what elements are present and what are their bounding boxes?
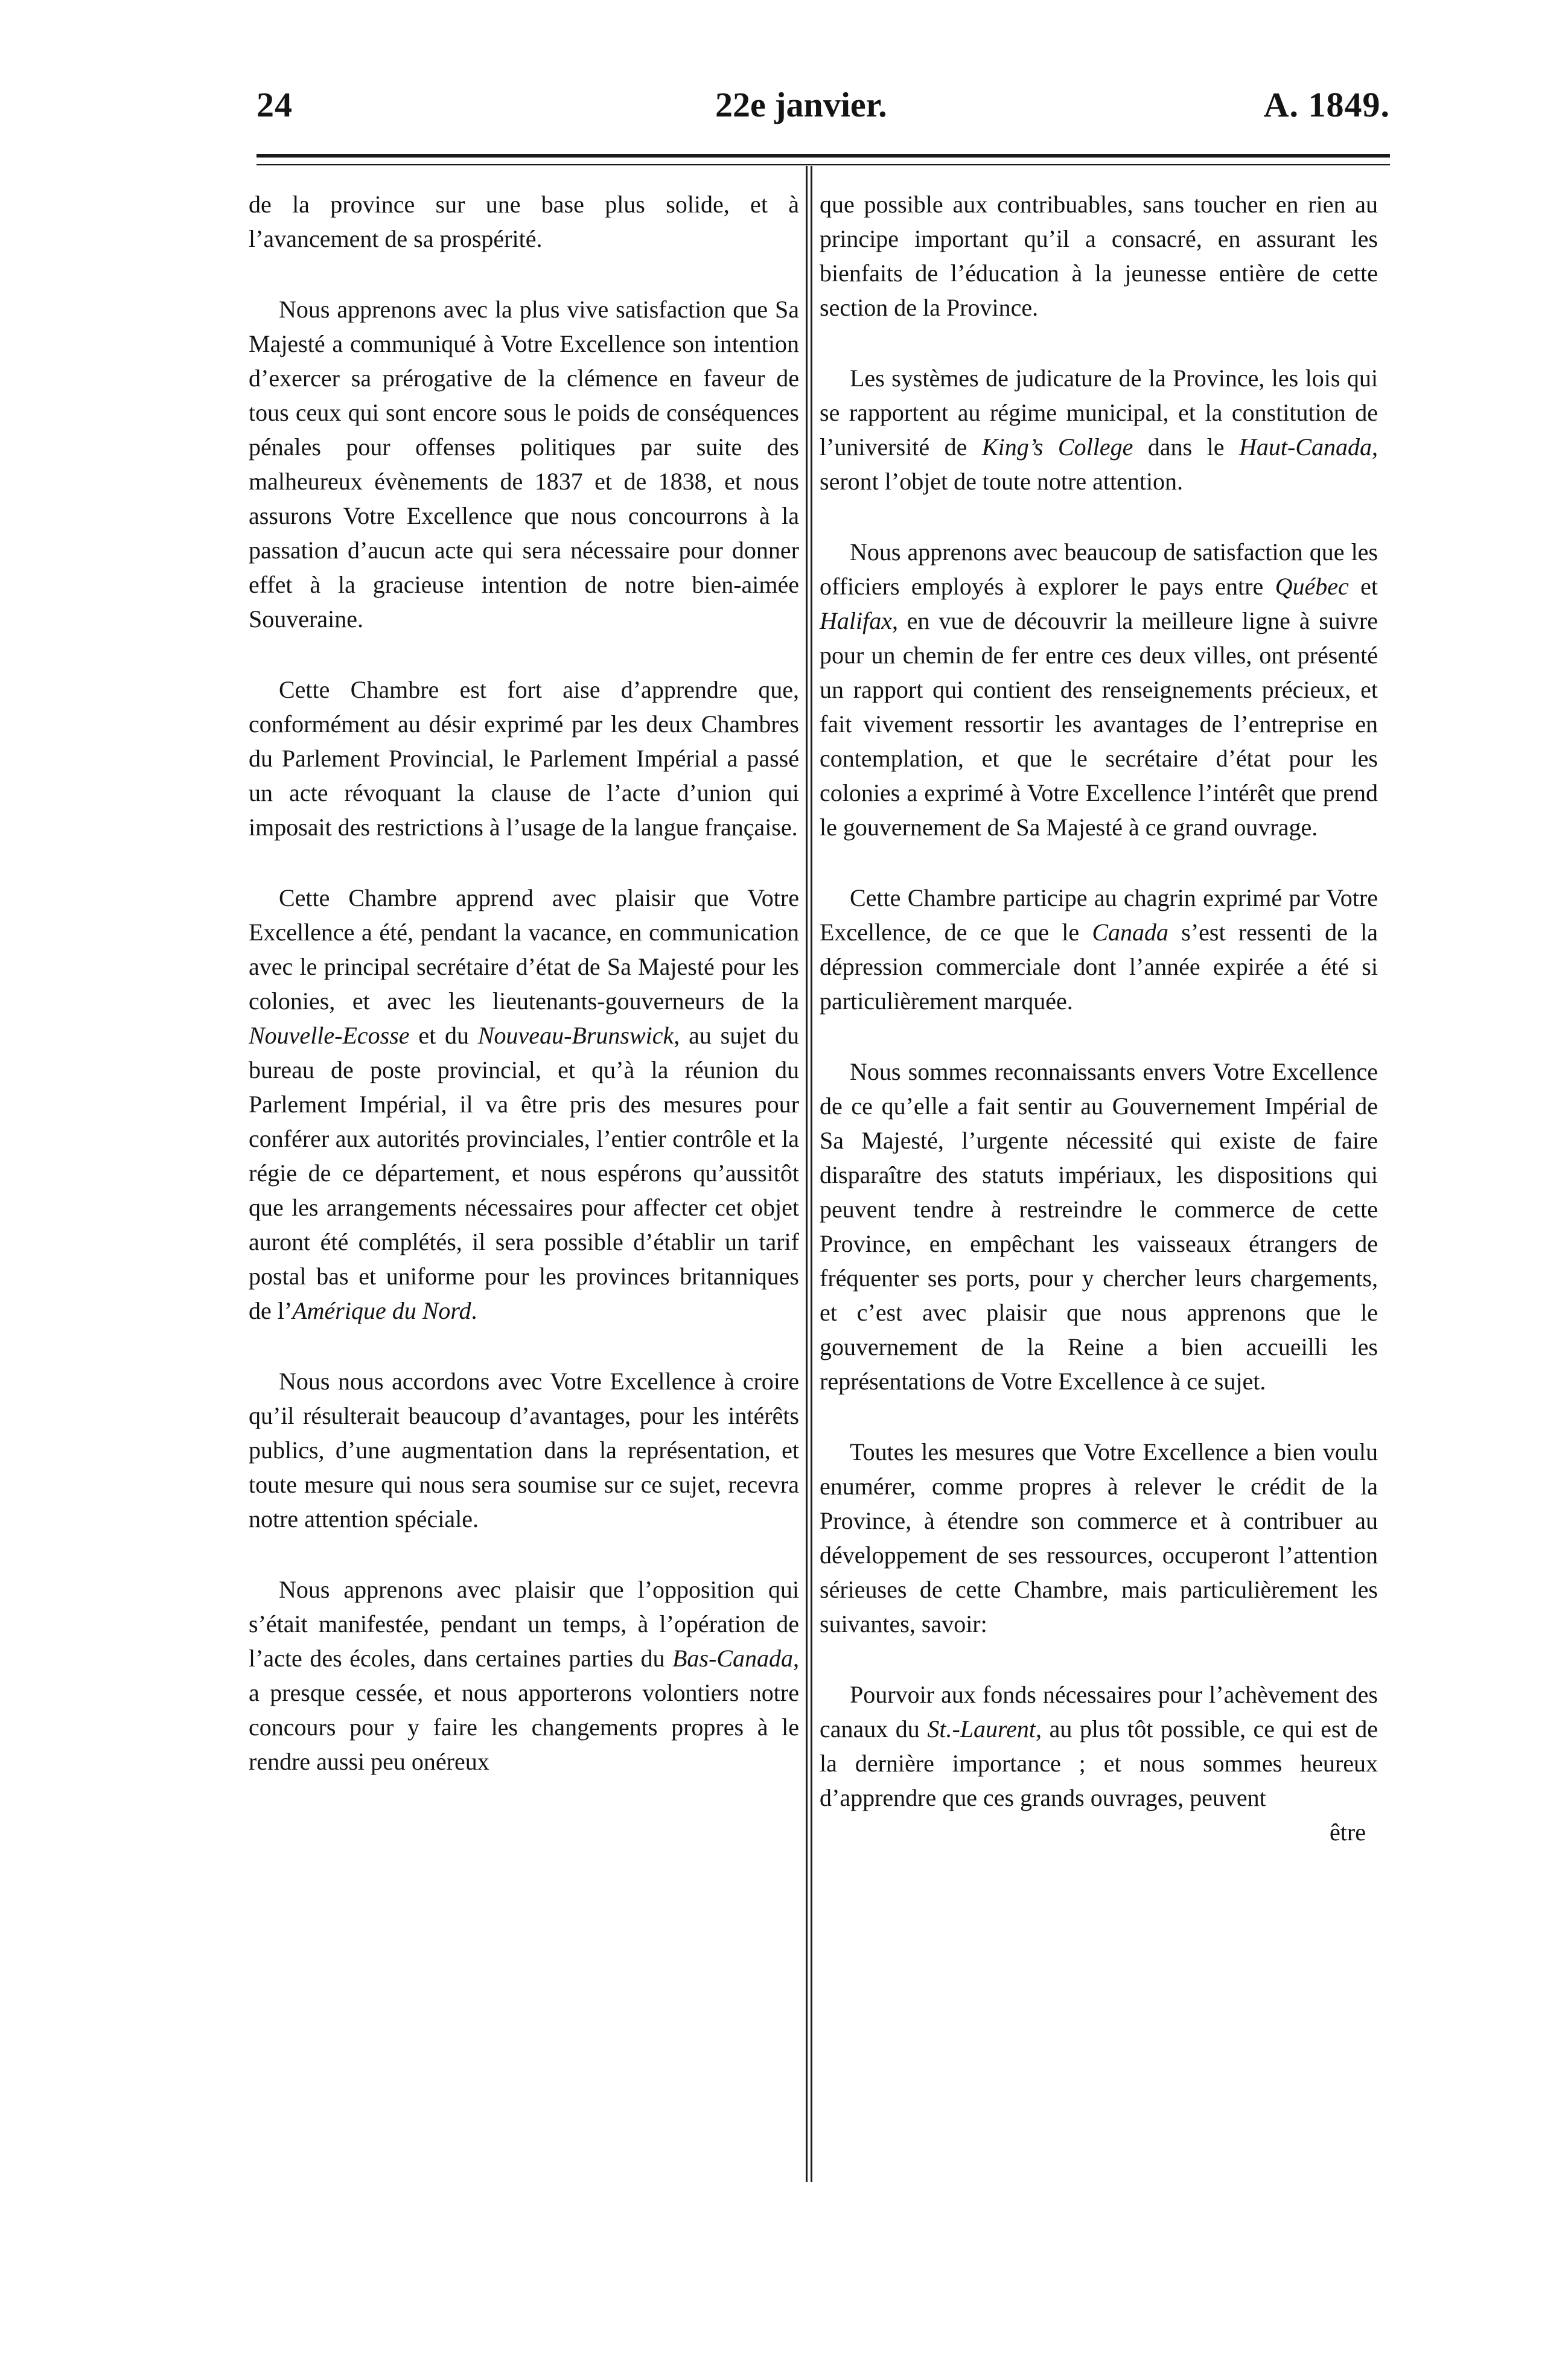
text-run: Nous apprenons avec beaucoup de satisfaction que les officiers employés à explorer le pays entre: [820, 538, 1378, 600]
paragraph: Nous sommes reconnaissants envers Votre Excellence de ce qu’elle a fait sentir au Gouvernement Impérial de Sa Majesté, l’urgente nécessité qui existe de faire disparaître des statuts impériaux, les dispositions qui peuvent tendre à restreindre le commerce de cette Province, en empêchant les vaisseaux étrangers de fréquenter ses ports, pour y chercher leurs chargements, et c’est avec plaisir que nous apprenons que le gouvernement de la Reine a bien accueilli les représentations de Votre Excellence à ce sujet.: [820, 1058, 1378, 1395]
text-run: s’est ressenti de la dépression commerciale dont l’année expirée a été si particulièrement marquée.: [820, 919, 1378, 1015]
institution-name: King’s College: [981, 433, 1133, 461]
text-run: .: [471, 1297, 477, 1324]
text-run: dans le: [1133, 433, 1240, 461]
text-run: , au plus tôt possible, ce qui est de la dernière importance ; et nous sommes heureux d’apprendre que ces grands ouvrages, peuvent: [820, 1715, 1378, 1811]
text-run: , en vue de découvrir la meilleure ligne à suivre pour un chemin de fer entre ces deux villes, ont présenté un rapport qui contient des renseignements précieux, et fait vivement ressortir les avantages de l’entreprise en contemplation, et que le secrétaire d’état pour les colonies a exprimé à Votre Excellence l’intérêt que prend le gouvernement de Sa Majesté à ce grand ouvrage.: [820, 607, 1378, 841]
running-year: A. 1849.: [1263, 85, 1390, 124]
place-name: Amérique du Nord: [292, 1297, 471, 1324]
column-divider: [806, 166, 808, 2182]
place-name: Nouveau-Brunswick: [477, 1022, 674, 1049]
paragraph: Cette Chambre est fort aise d’apprendre que, conformément au désir exprimé par les deux Chambres du Parlement Provincial, le Parlement Impérial a passé un acte révoquant la clause de l’acte d’union qui imposait des restrictions à l’usage de la langue française.: [249, 676, 799, 841]
text-run: Pourvoir aux fonds nécessaires pour l’achèvement des canaux du: [820, 1681, 1378, 1742]
paragraph: [820, 881, 1378, 1018]
paragraph: Toutes les mesures que Votre Excellence a bien voulu enumérer, comme propres à relever le crédit de la Province, à étendre son commerce et à contribuer au développement de ses ressources, occuperont l’attention sérieuses de cette Chambre, mais particulièrement les suivantes, savoir:: [820, 1438, 1378, 1637]
place-name: St.-Laurent: [927, 1715, 1036, 1742]
text-run: , seront l’objet de toute notre attention.: [820, 433, 1378, 495]
place-name: Canada: [1092, 919, 1169, 946]
text-run: Cette Chambre apprend avec plaisir que Votre Excellence a été, pendant la vacance, en communication avec le principal secrétaire d’état de Sa Majesté pour les colonies, et avec les lieutenants-gouverneurs de la: [249, 884, 799, 1015]
text-run: Les systèmes de judicature de la Province, les lois qui se rapportent au régime municipal, et la constitution de l’université de: [820, 365, 1378, 461]
column-divider: [811, 166, 812, 2182]
running-date: 22e janvier.: [715, 85, 887, 124]
page-header: [257, 84, 1390, 139]
page-number: 24: [257, 85, 293, 124]
place-name: Bas-Canada: [672, 1645, 793, 1672]
text-run: Cette Chambre participe au chagrin exprimé par Votre Excellence, de ce que le: [820, 884, 1378, 946]
text-run: Nous apprenons avec plaisir que l’opposition qui s’était manifestée, pendant un temps, à l’opération de l’acte des écoles, dans certaines parties du: [249, 1576, 799, 1672]
place-name: Québec: [1275, 573, 1349, 600]
place-name: Haut-Canada: [1239, 433, 1372, 461]
text-run: , au sujet du bureau de poste provincial, et qu’à la réunion du Parlement Impérial, il va être pris des mesures pour conférer aux autorités provinciales, l’entier contrôle et la régie de ce département, et nous espérons qu’aussitôt que les arrangements nécessaires pour affecter cet objet auront été complétés, il sera possible d’établir un tarif postal bas et uniforme pour les provinces britanniques de l’: [249, 1022, 799, 1324]
text-run: , a presque cessée, et nous apporterons volontiers notre concours pour y faire les changements propres à le rendre aussi peu onéreux: [249, 1645, 799, 1775]
text-run: et du: [409, 1022, 478, 1049]
header-rule-thick: [257, 154, 1390, 158]
paragraph: Nous apprenons avec la plus vive satisfaction que Sa Majesté a communiqué à Votre Excellence son intention d’exercer sa prérogative de la clémence en faveur de tous ceux qui sont encore sous le poids de conséquences pénales pour offenses politiques par suite des malheureux évènements de 1837 et de 1838, et nous assurons Votre Excellence que nous concourrons à la passation d’aucun acte qui sera nécessaire pour donner effet à la gracieuse intention de notre bien-aimée Souveraine.: [249, 296, 799, 633]
paragraph: [820, 361, 1378, 499]
paragraph: [249, 881, 799, 1328]
left-column: [249, 187, 799, 1779]
paragraph: que possible aux contribuables, sans toucher en rien au principe important qu’il a consacré, en assurant les bienfaits de l’éducation à la jeunesse entière de cette section de la Province.: [820, 191, 1378, 321]
header-rule-thin: [257, 164, 1390, 165]
paragraph: [820, 535, 1378, 844]
text-run: et: [1348, 573, 1378, 600]
right-column: [820, 187, 1378, 1849]
place-name: Nouvelle-Ecosse: [249, 1022, 410, 1049]
paragraph: [249, 1572, 799, 1779]
paragraph: Nous nous accordons avec Votre Excellence à croire qu’il résulterait beaucoup d’avantages, pour les intérêts publics, d’une augmentation dans la représentation, et toute mesure qui nous sera soumise sur ce sujet, recevra notre attention spéciale.: [249, 1368, 799, 1532]
place-name: Halifax: [820, 607, 892, 634]
paragraph: [820, 1677, 1378, 1815]
catchword: être: [1330, 1819, 1366, 1846]
paragraph: de la province sur une base plus solide, et à l’avancement de sa prospérité.: [249, 191, 799, 252]
